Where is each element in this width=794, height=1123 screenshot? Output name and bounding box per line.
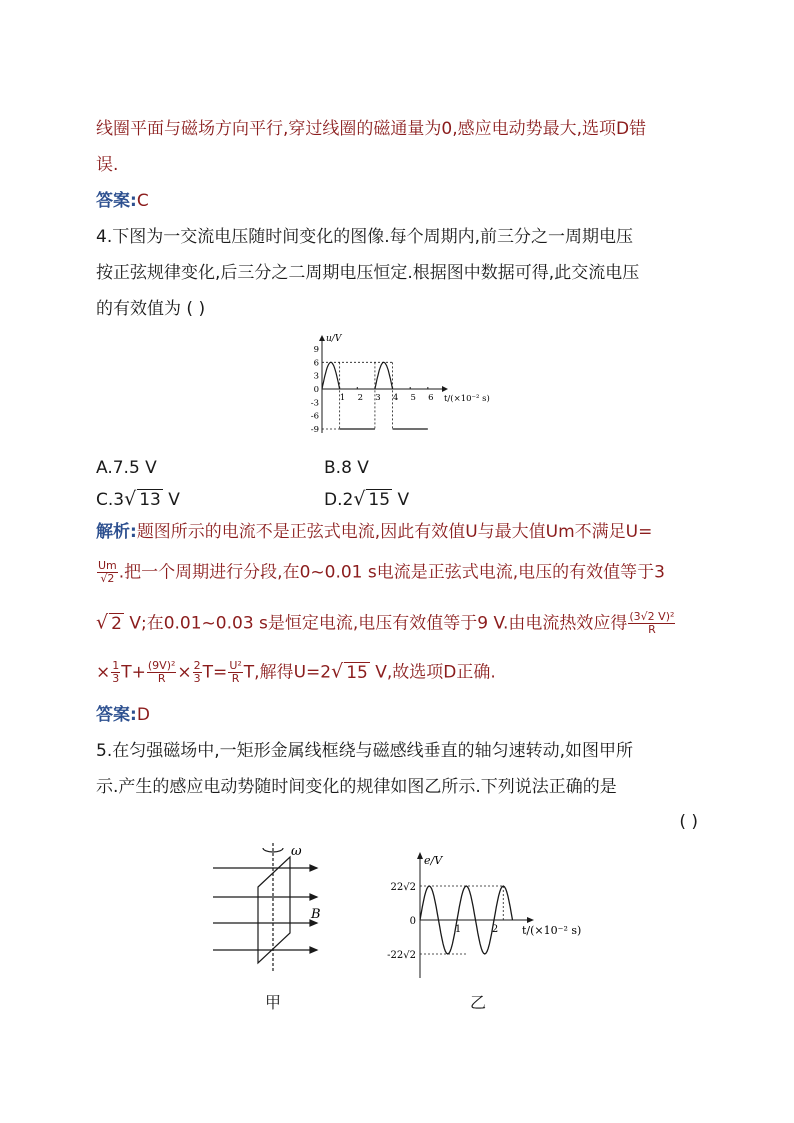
x-tick-label: 4 (392, 393, 399, 403)
series-segment-3 (375, 362, 393, 389)
answer-label: 答案: (96, 705, 137, 725)
frac-1-3: $\frac{1}{3}$ (112, 659, 120, 685)
x-tick-label: 3 (375, 393, 381, 403)
x-tick-label: 2 (491, 924, 499, 935)
x-tick-label: 1 (454, 924, 462, 935)
y-tick-label: -9 (310, 425, 319, 435)
q4-option-c-radicand: 13 (139, 490, 161, 510)
q4-explain-line3: √ 2 V;在0.01~0.03 s是恒定电流,电压有效值等于9 V.由电流热效应得 $\frac{\text{(3√2 V)²}}{R}$ (96, 610, 675, 636)
q4-line2: 按正弦规律变化,后三分之二周期电压恒定.根据图中数据可得,此交流电压 (96, 263, 640, 283)
x-tick-label: 2 (357, 393, 363, 403)
q5-answer-paren: ( ) (679, 812, 698, 832)
chart2-group (387, 852, 581, 978)
figure-jia-coil (205, 835, 335, 975)
x-axis-label: t/(×10⁻² s) (444, 394, 490, 404)
q4-option-d-unit: V (392, 490, 410, 510)
x-tick-label: 5 (410, 393, 416, 403)
x-axis-arrow (527, 917, 534, 923)
omega-label: ω (291, 844, 302, 859)
answer-label: 答案: (96, 191, 137, 211)
q4-explain-line1 (96, 521, 652, 543)
q4-line3: 的有效值为 ( ) (96, 299, 206, 319)
explain-text-1: 题图所示的电流不是正弦式电流,因此有效值U与最大值Um不满足U= (136, 522, 653, 542)
frac-um-sqrt2: $\frac{Um}{√2}$ (98, 559, 117, 585)
frac-2-3: $\frac{2}{3}$ (193, 659, 201, 685)
radicand-2: 2 (111, 613, 122, 634)
figure-yi-label: 乙 (470, 993, 487, 1012)
y-axis-label: e/V (424, 854, 443, 867)
q4-option-c-prefix: C.3 (96, 490, 125, 510)
answer-3 (96, 190, 149, 212)
y-tick-label: 6 (313, 358, 319, 369)
y-axis-label: u/V (326, 334, 342, 344)
answer-value: C (136, 191, 149, 211)
q4-explain-line4: × $\frac{1}{3}$ T+ $\frac{\text{(9V)²}}{R}$ × $\frac{2}{3}$ T= $\frac{\text{U²}}{R}$ T,解得U=2√ 15 V,故选项D正确. (96, 659, 496, 685)
q4-option-d-radicand: 15 (368, 490, 391, 510)
y-axis-arrow (319, 335, 325, 341)
y-tick-label: -22√2 (387, 950, 416, 961)
q4-option-a: A.7.5 V (96, 458, 157, 478)
q4-line1: 4.下图为一交流电压随时间变化的图像.每个周期内,前三分之一周期电压 (96, 227, 634, 247)
q4-option-c: C.3√ 13 V (96, 488, 180, 510)
y-tick-label: 0 (313, 385, 319, 395)
frac-9v-r: $\frac{\text{(9V)²}}{R}$ (147, 659, 176, 685)
series-segment-1 (322, 362, 340, 389)
prev-explanation-line2: 误. (96, 155, 119, 175)
prev-explanation-line1: 线圈平面与磁场方向平行,穿过线圈的磁通量为0,感应电动势最大,选项D错 (96, 119, 647, 139)
q4-option-c-unit: V (162, 490, 180, 510)
q5-emf-chart (370, 848, 590, 983)
q4-option-d-prefix: D.2 (324, 490, 354, 510)
q4-explain-line2 (96, 560, 665, 585)
y-tick-label: -3 (310, 398, 319, 409)
explain-text-3: V;在0.01~0.03 s是恒定电流,电压有效值等于9 V.由电流热效应得 (123, 613, 628, 634)
y-tick-label: 0 (409, 916, 416, 927)
y-tick-label: 9 (313, 345, 319, 355)
y-axis-arrow (417, 852, 423, 859)
y-tick-label: -6 (310, 411, 319, 422)
b-label: B (311, 907, 321, 922)
frac-u2-r: $\frac{\text{U²}}{R}$ (229, 659, 242, 685)
q4-option-b: B.8 V (324, 458, 369, 478)
x-tick-label: 1 (339, 393, 346, 403)
q5-line2: 示.产生的感应电动势随时间变化的规律如图乙所示.下列说法正确的是 (96, 777, 617, 797)
figure-jia-label: 甲 (265, 993, 282, 1012)
x-axis-label: t/(×10⁻² s) (522, 924, 582, 937)
chart1-group (311, 334, 490, 435)
x-tick-label: 6 (428, 393, 434, 403)
q4-option-d: D.2√ 15 V (324, 488, 410, 510)
q5-line1: 5.在匀强磁场中,一矩形金属线框绕与磁感线垂直的轴匀速转动,如图甲所 (96, 741, 634, 761)
y-tick-label: 22√2 (390, 882, 416, 893)
explain-text-2: .把一个周期进行分段,在0~0.01 s电流是正弦式电流,电压的有效值等于3 (118, 562, 665, 583)
x-axis-arrow (442, 386, 448, 392)
answer-value: D (136, 705, 150, 725)
q4-voltage-chart (300, 325, 500, 440)
y-tick-label: 3 (313, 371, 319, 382)
answer-4 (96, 704, 150, 726)
frac-heat-1: $\frac{\text{(3√2 V)²}}{R}$ (629, 610, 675, 636)
explain-label: 解析: (96, 522, 137, 542)
